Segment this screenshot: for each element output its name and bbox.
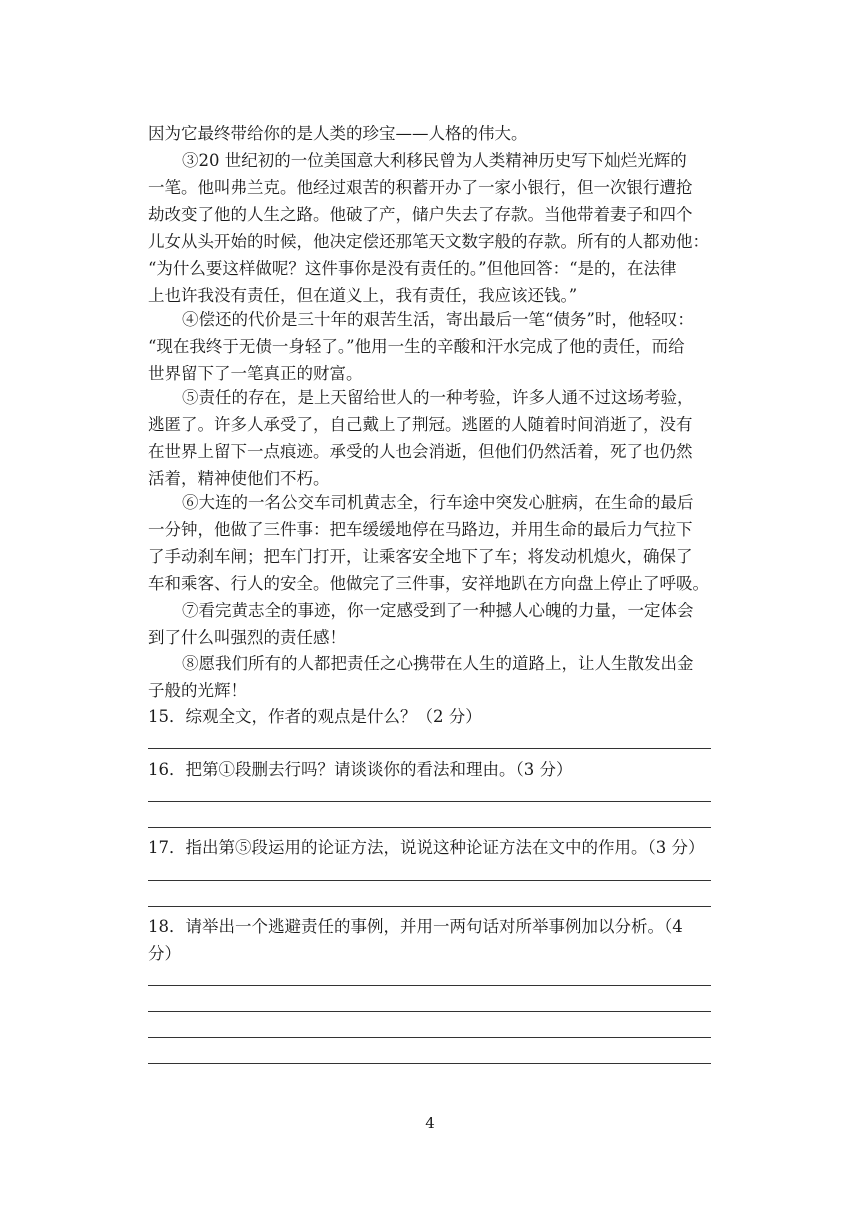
paragraph-7-line-1: ⑦看完黄志全的事迹，你一定感受到了一种撼人心魄的力量，一定体会 (182, 601, 694, 620)
paragraph-3-line-2: 一笔。他叫弗兰克。他经过艰苦的积蓄开办了一家小银行，但一次银行遭抢 (148, 178, 693, 197)
question-18-line-2: 分） (148, 944, 181, 963)
paragraph-4-line-3: 世界留下了一笔真正的财富。 (148, 364, 363, 383)
answer-line-q17-1[interactable] (148, 880, 711, 881)
page-number: 4 (425, 1114, 435, 1132)
answer-line-q18-1[interactable] (148, 985, 711, 986)
paragraph-5-line-1: ⑤责任的存在，是上天留给世人的一种考验，许多人通不过这场考验， (182, 388, 694, 407)
paragraph-3-line-6: 上也许我没有责任，但在道义上，我有责任，我应该还钱。” (148, 286, 578, 305)
answer-line-q18-2[interactable] (148, 1011, 711, 1012)
answer-line-q18-4[interactable] (148, 1063, 711, 1064)
paragraph-4-line-2: “现在我终于无债一身轻了。”他用一生的辛酸和汗水完成了他的责任，而给 (148, 337, 685, 356)
paragraph-6-line-2: 一分钟，他做了三件事：把车缓缓地停在马路边，并用生命的最后力气拉下 (148, 520, 693, 539)
paragraph-3-line-3: 劫改变了他的人生之路。他破了产，储户失去了存款。当他带着妻子和四个 (148, 205, 693, 224)
answer-line-q17-2[interactable] (148, 906, 711, 907)
paragraph-8-line-2: 子般的光辉！ (148, 681, 247, 700)
paragraph-5-line-4: 活着，精神使他们不朽。 (148, 469, 330, 488)
paragraph-3-line-4: 儿女从头开始的时候，他决定偿还那笔天文数字般的存款。所有的人都劝他： (148, 232, 709, 251)
answer-line-q18-3[interactable] (148, 1037, 711, 1038)
paragraph-7-line-2: 到了什么叫强烈的责任感！ (148, 628, 346, 647)
paragraph-6-line-1: ⑥大连的一名公交车司机黄志全，行车途中突发心脏病，在生命的最后 (182, 493, 694, 512)
paragraph-6-line-4: 车和乘客、行人的安全。他做完了三件事，安祥地趴在方向盘上停止了呼吸。 (148, 574, 709, 593)
answer-line-q16-1[interactable] (148, 801, 711, 802)
paragraph-8-line-1: ⑧愿我们所有的人都把责任之心携带在人生的道路上，让人生散发出金 (182, 654, 694, 673)
question-17: 17．指出第⑤段运用的论证方法，说说这种论证方法在文中的作用。（3 分） (148, 838, 705, 857)
paragraph-3-line-5: “为什么要这样做呢？这件事你是没有责任的。”但他回答：“是的，在法律 (148, 259, 677, 278)
question-15: 15．综观全文，作者的观点是什么？（2 分） (148, 707, 482, 726)
paragraph-3-line-1: ③20 世纪初的一位美国意大利移民曾为人类精神历史写下灿烂光辉的 (182, 151, 687, 170)
paragraph-6-line-3: 了手动刹车闸；把车门打开，让乘客安全地下了车；将发动机熄火，确保了 (148, 547, 693, 566)
answer-line-q16-2[interactable] (148, 827, 711, 828)
passage-line: 因为它最终带给你的是人类的珍宝——人格的伟大。 (148, 124, 528, 143)
answer-line-q15-1[interactable] (148, 748, 711, 749)
question-18-line-1: 18．请举出一个逃避责任的事例，并用一两句话对所举事例加以分析。（4 (148, 917, 683, 936)
paragraph-5-line-3: 在世界上留下一点痕迹。承受的人也会消逝，但他们仍然活着，死了也仍然 (148, 442, 693, 461)
paragraph-4-line-1: ④偿还的代价是三十年的艰苦生活，寄出最后一笔“债务”时，他轻叹： (182, 310, 694, 329)
paragraph-5-line-2: 逃匿了。许多人承受了，自己戴上了荆冠。逃匿的人随着时间消逝了，没有 (148, 415, 693, 434)
question-16: 16．把第①段删去行吗？请谈谈你的看法和理由。（3 分） (148, 760, 573, 779)
